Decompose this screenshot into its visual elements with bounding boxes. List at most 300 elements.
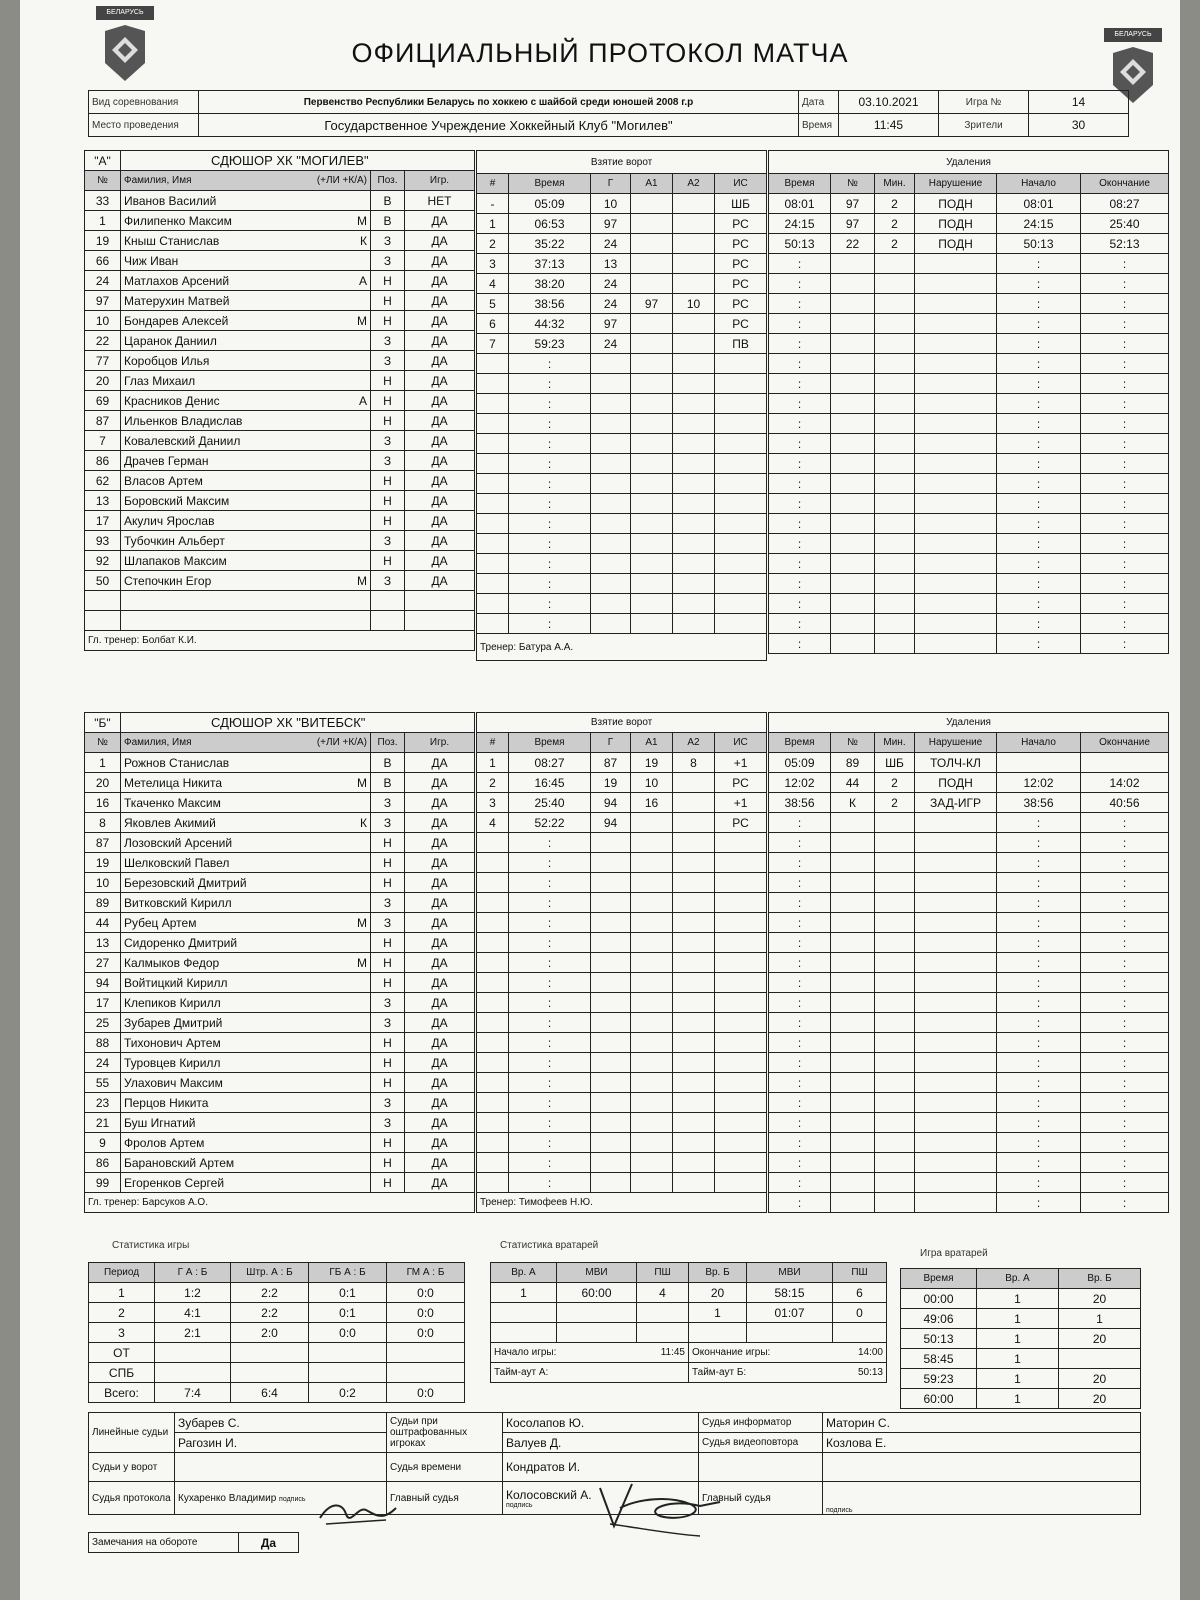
- penalty-player: [831, 534, 875, 554]
- penalty-end: :: [1081, 913, 1169, 933]
- player-name-cell: [121, 491, 371, 511]
- player-name-cell: [121, 431, 371, 451]
- penalty-start: :: [997, 594, 1081, 614]
- penalty-violation: [915, 833, 997, 853]
- penalty-player: 97: [831, 194, 875, 214]
- penalty-violation: [915, 973, 997, 993]
- goal-situation: ПВ: [715, 334, 767, 354]
- goal-assist-2: [673, 813, 715, 833]
- goal-assist-2: [673, 1053, 715, 1073]
- penalty-start: [997, 753, 1081, 773]
- goal-time: 38:20: [509, 274, 591, 294]
- short-handed-goals: [309, 1343, 387, 1363]
- player-plays: ДА: [405, 1053, 475, 1073]
- penalty-row: [769, 234, 1169, 254]
- penalty-start: :: [997, 634, 1081, 654]
- goal-assist-2: [673, 1033, 715, 1053]
- goal-assist-1: [631, 1053, 673, 1073]
- col-assist-2: А2: [673, 174, 715, 194]
- penalty-player: 97: [831, 214, 875, 234]
- empty-row: [769, 354, 1169, 374]
- penalty-violation: [915, 1173, 997, 1193]
- player-position: Н: [371, 291, 405, 311]
- toi-a: [557, 1303, 637, 1323]
- goalie-stats-header-3: Вр. Б: [689, 1263, 747, 1283]
- player-row: [85, 813, 475, 833]
- player-number: 1: [85, 211, 121, 231]
- penalty-start: :: [997, 973, 1081, 993]
- player-name-cell: [121, 191, 371, 211]
- penalty-start: :: [997, 1193, 1081, 1213]
- player-plays: ДА: [405, 893, 475, 913]
- penalty-time: 24:15: [769, 214, 831, 234]
- penalty-player: [831, 813, 875, 833]
- goalie-b: 1: [1059, 1309, 1141, 1329]
- player-number: 13: [85, 933, 121, 953]
- penalty-end: :: [1081, 1013, 1169, 1033]
- player-position: З: [371, 793, 405, 813]
- empty-row: [477, 1113, 767, 1133]
- player-number: [85, 611, 121, 631]
- penalty-end: :: [1081, 1053, 1169, 1073]
- penalty-player: [831, 314, 875, 334]
- penalty-minutes: [875, 1113, 915, 1133]
- player-number: 86: [85, 451, 121, 471]
- goal-judges-label: Судьи у ворот: [89, 1453, 175, 1482]
- goal-time: 37:13: [509, 254, 591, 274]
- penalty-end: :: [1081, 614, 1169, 634]
- goal-scorer: [591, 1153, 631, 1173]
- player-plays: ДА: [405, 431, 475, 451]
- player-name-cell: [121, 1153, 371, 1173]
- empty-row: [477, 354, 767, 374]
- penalty-violation: [915, 1153, 997, 1173]
- goal-scorer: 94: [591, 793, 631, 813]
- goal-number: 6: [477, 314, 509, 334]
- player-number: 62: [85, 471, 121, 491]
- goal-time: :: [509, 434, 591, 454]
- penalty-start: :: [997, 1133, 1081, 1153]
- game-stats-table: [88, 1262, 465, 1403]
- goals: 1:2: [155, 1283, 231, 1303]
- goals: 7:4: [155, 1383, 231, 1403]
- goal-assist-1: [631, 474, 673, 494]
- penalty-player: [831, 913, 875, 933]
- penalty-violation: [915, 414, 997, 434]
- goal-number: [477, 1153, 509, 1173]
- penalty-minutes: [875, 1193, 915, 1213]
- player-number: 99: [85, 1173, 121, 1193]
- col-name: Фамилия, Имя: [124, 175, 192, 186]
- penalty-end: :: [1081, 634, 1169, 654]
- player-position: З: [371, 251, 405, 271]
- goal-number: [477, 594, 509, 614]
- goal-time: :: [509, 594, 591, 614]
- player-row: [85, 1173, 475, 1193]
- penalty-violation: [915, 454, 997, 474]
- penalty-end: :: [1081, 334, 1169, 354]
- penalty-player: [831, 514, 875, 534]
- goal-time: :: [509, 873, 591, 893]
- player-number: 20: [85, 371, 121, 391]
- col-pen-violation: Нарушение: [915, 174, 997, 194]
- empty-row: [769, 414, 1169, 434]
- goalie-change-row: [901, 1309, 1141, 1329]
- player-position: В: [371, 753, 405, 773]
- toi-b: 58:15: [747, 1283, 833, 1303]
- penalty-player: [831, 1193, 875, 1213]
- player-name: Матлахов Арсений: [124, 273, 230, 288]
- penalty-end: :: [1081, 354, 1169, 374]
- logo-caption: БЕЛАРУСЬ: [1104, 28, 1162, 42]
- penalty-end: :: [1081, 474, 1169, 494]
- goalie-b: 20: [1059, 1329, 1141, 1349]
- penalty-violation: [915, 853, 997, 873]
- penalty-violation: [915, 913, 997, 933]
- ga-b: [833, 1323, 887, 1343]
- penalty-violation: [915, 474, 997, 494]
- player-plays: ДА: [405, 571, 475, 591]
- penalty-end: 40:56: [1081, 793, 1169, 813]
- goal-scorer: [591, 833, 631, 853]
- player-position: [371, 611, 405, 631]
- penalty-end: :: [1081, 1193, 1169, 1213]
- goal-assist-2: [673, 893, 715, 913]
- player-name: Буш Игнатий: [124, 1115, 196, 1130]
- player-row: [85, 251, 475, 271]
- player-name-cell: [121, 451, 371, 471]
- penalty-violation: [915, 1133, 997, 1153]
- penalty-time: :: [769, 394, 831, 414]
- penalty-end: :: [1081, 853, 1169, 873]
- empty-row: [769, 933, 1169, 953]
- penalty-player: [831, 833, 875, 853]
- goal-assist-1: [631, 494, 673, 514]
- player-name-cell: [121, 571, 371, 591]
- penalty-minutes: [875, 833, 915, 853]
- goal-assist-2: [673, 1173, 715, 1193]
- penalty-end: :: [1081, 374, 1169, 394]
- player-position: З: [371, 813, 405, 833]
- penalty-time: :: [769, 853, 831, 873]
- goal-scorer: 24: [591, 294, 631, 314]
- player-role: М: [357, 313, 367, 328]
- penalty-end: :: [1081, 574, 1169, 594]
- player-plays: ДА: [405, 813, 475, 833]
- penalty-minutes: [875, 534, 915, 554]
- info-judge: Маторин С.: [823, 1413, 1141, 1433]
- penalty-time: :: [769, 1013, 831, 1033]
- sign-caption: подпись: [823, 1482, 1141, 1515]
- penalty-start: :: [997, 394, 1081, 414]
- goalie-stats-title: Статистика вратарей: [500, 1240, 599, 1251]
- player-position: Н: [371, 833, 405, 853]
- player-position: Н: [371, 471, 405, 491]
- penalty-violation: [915, 334, 997, 354]
- player-plays: ДА: [405, 873, 475, 893]
- goal-situation: [715, 913, 767, 933]
- goal-assist-1: [631, 833, 673, 853]
- goal-assist-2: 8: [673, 753, 715, 773]
- player-number: 88: [85, 1033, 121, 1053]
- end-label: Окончание игры:: [692, 1347, 771, 1358]
- player-plays: ДА: [405, 1173, 475, 1193]
- player-position: Н: [371, 933, 405, 953]
- empty-row: [769, 394, 1169, 414]
- penalty-violation: [915, 873, 997, 893]
- goalie-a: 1: [977, 1389, 1059, 1409]
- goal-situation: [715, 434, 767, 454]
- player-position: З: [371, 993, 405, 1013]
- goal-number: [477, 853, 509, 873]
- player-name-cell: [121, 391, 371, 411]
- ga-b: 6: [833, 1283, 887, 1303]
- penalty-minutes: 2: [875, 194, 915, 214]
- penalty-minutes: 2:2: [231, 1283, 309, 1303]
- penalty-player: [831, 1053, 875, 1073]
- player-row: [85, 571, 475, 591]
- goal-time: :: [509, 1153, 591, 1173]
- player-row: [85, 451, 475, 471]
- goal-time: :: [509, 554, 591, 574]
- penalty-violation: [915, 374, 997, 394]
- player-name-cell: [121, 351, 371, 371]
- penalty-time: :: [769, 993, 831, 1013]
- empty-row: [477, 1053, 767, 1073]
- goal-number: [477, 833, 509, 853]
- empty-row: [477, 394, 767, 414]
- penalty-end: :: [1081, 594, 1169, 614]
- penalty-start: :: [997, 514, 1081, 534]
- penalty-start: :: [997, 454, 1081, 474]
- goal-assist-1: [631, 993, 673, 1013]
- video-judge-label: Судья видеоповтора: [699, 1433, 823, 1453]
- penalty-start: :: [997, 913, 1081, 933]
- penalty-start: :: [997, 1073, 1081, 1093]
- goal-assist-1: [631, 334, 673, 354]
- penalty-time: :: [769, 254, 831, 274]
- penalty-time: :: [769, 474, 831, 494]
- penalty-start: :: [997, 334, 1081, 354]
- goal-time: :: [509, 913, 591, 933]
- player-name-cell: [121, 551, 371, 571]
- goal-assist-1: 10: [631, 773, 673, 793]
- empty-row: [477, 594, 767, 614]
- penalty-start: :: [997, 354, 1081, 374]
- penalty-start: :: [997, 853, 1081, 873]
- player-name-cell: [121, 933, 371, 953]
- goalie-b: [1059, 1349, 1141, 1369]
- goal-time: :: [509, 1073, 591, 1093]
- player-name-cell: [121, 1173, 371, 1193]
- empty-row: [769, 1033, 1169, 1053]
- period: ОТ: [89, 1343, 155, 1363]
- penalty-player: [831, 614, 875, 634]
- goal-number: [477, 614, 509, 634]
- goal-situation: [715, 1153, 767, 1173]
- penalty-violation: [915, 314, 997, 334]
- goal-number: [477, 354, 509, 374]
- end-time: 14:00: [857, 1347, 883, 1358]
- goal-situation: [715, 1133, 767, 1153]
- player-plays: ДА: [405, 391, 475, 411]
- player-number: 33: [85, 191, 121, 211]
- player-number: 10: [85, 311, 121, 331]
- goalie-play-table: [900, 1268, 1141, 1409]
- player-number: 17: [85, 511, 121, 531]
- game-number-value: 14: [1029, 91, 1129, 114]
- player-number: 10: [85, 873, 121, 893]
- goal-time: :: [509, 474, 591, 494]
- penalty-player: [831, 294, 875, 314]
- empty-row: [769, 614, 1169, 634]
- date-label: Дата: [799, 91, 839, 114]
- spectators-label: Зрители: [939, 114, 1029, 137]
- player-row: [85, 1073, 475, 1093]
- player-position: З: [371, 893, 405, 913]
- empty-row: [769, 1173, 1169, 1193]
- penalty-minutes: [875, 394, 915, 414]
- col-goal-scorer: Г: [591, 174, 631, 194]
- goal-time: 25:40: [509, 793, 591, 813]
- goal-number: [477, 913, 509, 933]
- period-row: [89, 1303, 465, 1323]
- goal-assist-2: [673, 833, 715, 853]
- player-name: Царанок Даниил: [124, 333, 217, 348]
- player-role: М: [357, 213, 367, 228]
- penalty-violation: [915, 1073, 997, 1093]
- linesman-2: Рагозин И.: [175, 1433, 387, 1453]
- player-row: [85, 411, 475, 431]
- col-li: (+ЛИ +К/А): [316, 175, 367, 186]
- player-position: Н: [371, 371, 405, 391]
- goal-time: 05:09: [509, 194, 591, 214]
- goal-number: [477, 474, 509, 494]
- goal-assist-1: [631, 194, 673, 214]
- goal-assist-2: [673, 414, 715, 434]
- col-pen-violation: Нарушение: [915, 733, 997, 753]
- player-name-cell: [121, 591, 371, 611]
- goal-assist-2: [673, 574, 715, 594]
- player-plays: ДА: [405, 271, 475, 291]
- goal-number: [477, 1133, 509, 1153]
- penalty-player: [831, 893, 875, 913]
- period: 1: [89, 1283, 155, 1303]
- goal-time: :: [509, 933, 591, 953]
- player-position: Н: [371, 1033, 405, 1053]
- goal-time: :: [509, 953, 591, 973]
- penalty-violation: [915, 1193, 997, 1213]
- player-name-cell: [121, 371, 371, 391]
- penalty-violation: [915, 1113, 997, 1133]
- penalty-minutes: [875, 514, 915, 534]
- player-name: Туровцев Кирилл: [124, 1055, 221, 1070]
- goal-scorer: [591, 1053, 631, 1073]
- player-plays: ДА: [405, 491, 475, 511]
- penalty-player: [831, 394, 875, 414]
- goal-situation: [715, 554, 767, 574]
- goal-scorer: [591, 1093, 631, 1113]
- penalty-end: :: [1081, 973, 1169, 993]
- penalty-time: :: [769, 594, 831, 614]
- penalty-start: :: [997, 1053, 1081, 1073]
- player-number: 94: [85, 973, 121, 993]
- goal-number: [477, 953, 509, 973]
- empty-row: [477, 614, 767, 634]
- penalty-minutes: 2: [875, 214, 915, 234]
- goal-situation: [715, 933, 767, 953]
- player-row: [85, 271, 475, 291]
- goal-time: 06:53: [509, 214, 591, 234]
- goal-assist-1: [631, 1093, 673, 1113]
- goalie-change-row: [901, 1329, 1141, 1349]
- player-position: В: [371, 211, 405, 231]
- date-value: 03.10.2021: [839, 91, 939, 114]
- player-row: [85, 853, 475, 873]
- goal-scorer: [591, 853, 631, 873]
- player-row: [85, 1113, 475, 1133]
- period-row: [89, 1383, 465, 1403]
- goalie-a: 1: [977, 1289, 1059, 1309]
- player-plays: ДА: [405, 1033, 475, 1053]
- empty-row: [769, 1093, 1169, 1113]
- team-a-roster: [84, 150, 475, 651]
- player-name: Кныш Станислав: [124, 233, 220, 248]
- penalty-violation: [915, 893, 997, 913]
- goal-assist-2: [673, 454, 715, 474]
- goalie-a: 1: [977, 1349, 1059, 1369]
- goal-scorer: 10: [591, 194, 631, 214]
- goal-time: :: [509, 1133, 591, 1153]
- penalty-violation: [915, 574, 997, 594]
- goal-scorer: [591, 953, 631, 973]
- venue-value: Государственное Учреждение Хоккейный Клуб "Могилев": [199, 114, 799, 137]
- goal-scorer: 13: [591, 254, 631, 274]
- goal-situation: РС: [715, 214, 767, 234]
- player-position: З: [371, 913, 405, 933]
- penalty-player: [831, 1013, 875, 1033]
- competition-value: Первенство Республики Беларусь по хоккею с шайбой среди юношей 2008 г.р: [199, 91, 799, 114]
- penalty-judge-1: Косолапов Ю.: [503, 1413, 699, 1433]
- goal-time: :: [509, 494, 591, 514]
- empty-row: [477, 574, 767, 594]
- penalty-minutes: [875, 454, 915, 474]
- penalty-time: :: [769, 1093, 831, 1113]
- penalty-start: :: [997, 893, 1081, 913]
- penalty-violation: [915, 274, 997, 294]
- player-row: [85, 993, 475, 1013]
- goal-assist-2: [673, 594, 715, 614]
- toi-b: [747, 1323, 833, 1343]
- player-number: 21: [85, 1113, 121, 1133]
- empty-row: [769, 554, 1169, 574]
- player-name: Глаз Михаил: [124, 373, 196, 388]
- penalty-player: [831, 953, 875, 973]
- player-row: [85, 793, 475, 813]
- penalty-time: :: [769, 314, 831, 334]
- player-plays: [405, 611, 475, 631]
- player-role: К: [360, 815, 367, 830]
- goal-assist-2: [673, 953, 715, 973]
- penalty-time: :: [769, 554, 831, 574]
- penalty-minutes: 2: [875, 234, 915, 254]
- change-time: 60:00: [901, 1389, 977, 1409]
- player-name-cell: [121, 1133, 371, 1153]
- penalty-minutes: [875, 554, 915, 574]
- goal-scorer: [591, 873, 631, 893]
- goal-assist-1: [631, 414, 673, 434]
- goal-scorer: [591, 1173, 631, 1193]
